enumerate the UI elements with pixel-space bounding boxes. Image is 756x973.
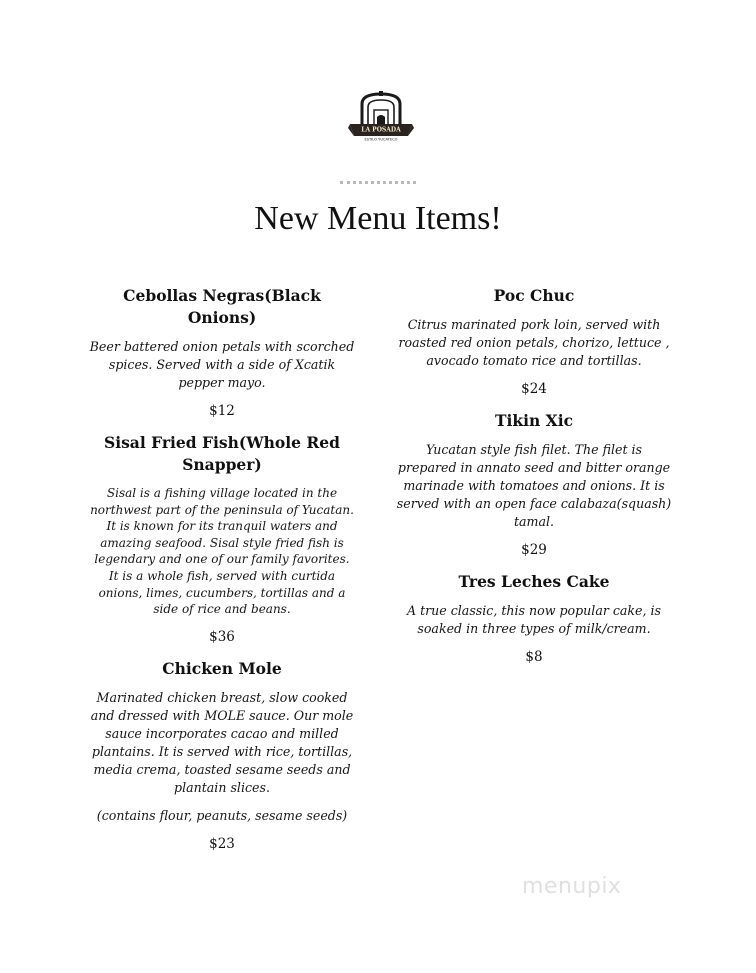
svg-text:ESTILO YUCATECO: ESTILO YUCATECO xyxy=(364,137,398,142)
item-name: Tikin Xic xyxy=(494,411,574,430)
item-allergen-note: (contains flour, peanuts, sesame seeds) xyxy=(96,807,348,823)
la-posada-logo xyxy=(348,90,414,142)
item-description: Yucatan style fish filet. The filet is prepared in annato seed and bitter orange marinade with tomatoes and onions. It is served with an open face calabaza(squash) tamal. xyxy=(396,442,672,529)
menu-item-tres-leches-cake xyxy=(395,571,673,666)
item-description: Marinated chicken breast, slow cooked and dressed with MOLE sauce. Our mole sauce incorporates cacao and milled plantains. It is served with rice, tortillas, media crema, toasted sesame seeds and plantain slices. xyxy=(90,689,354,795)
item-description: Sisal is a fishing village located in the northwest part of the peninsula of Yucatan. It is known for its tranquil waters and amazing seafood. Sisal style fried fish is legendary and one of our family favorites. It is a whole fish, served with curtida onions, limes, cucumbers, tortillas and a side of rice and beans. xyxy=(90,486,354,617)
item-name: Tres Leches Cake xyxy=(458,572,610,591)
menu-column-left xyxy=(88,285,356,865)
item-price: $24 xyxy=(521,381,547,397)
item-name: Poc Chuc xyxy=(493,286,575,305)
menu-item-poc-chuc xyxy=(395,285,673,398)
menu-item-sisal-fried-fish xyxy=(88,432,356,646)
item-name: Sisal Fried Fish(Whole Red Snapper) xyxy=(104,433,340,474)
menu-item-cebollas-negras xyxy=(88,285,356,420)
item-name: Cebollas Negras(Black Onions) xyxy=(123,286,321,327)
dotted-divider xyxy=(340,181,416,190)
item-price: $23 xyxy=(209,835,235,852)
menu-item-tikin-xic xyxy=(395,410,673,559)
item-description: A true classic, this now popular cake, is soaked in three types of milk/cream. xyxy=(406,603,661,636)
item-price: $12 xyxy=(209,403,235,419)
item-name: Chicken Mole xyxy=(162,658,282,678)
menu-column-right xyxy=(395,285,673,678)
item-price: $8 xyxy=(525,649,543,665)
menu-item-chicken-mole xyxy=(88,658,356,853)
item-price: $29 xyxy=(521,542,547,558)
item-price: $36 xyxy=(209,628,235,645)
page-title: New Menu Items! xyxy=(254,200,502,237)
item-description: Citrus marinated pork loin, served with roasted red onion petals, chorizo, lettuce , avocado tomato rice and tortillas. xyxy=(398,317,670,368)
menupix-watermark: menupix xyxy=(522,874,622,899)
svg-text:LA POSADA: LA POSADA xyxy=(361,126,401,134)
item-description: Beer battered onion petals with scorched spices. Served with a side of Xcatik pepper mayo. xyxy=(89,339,355,390)
